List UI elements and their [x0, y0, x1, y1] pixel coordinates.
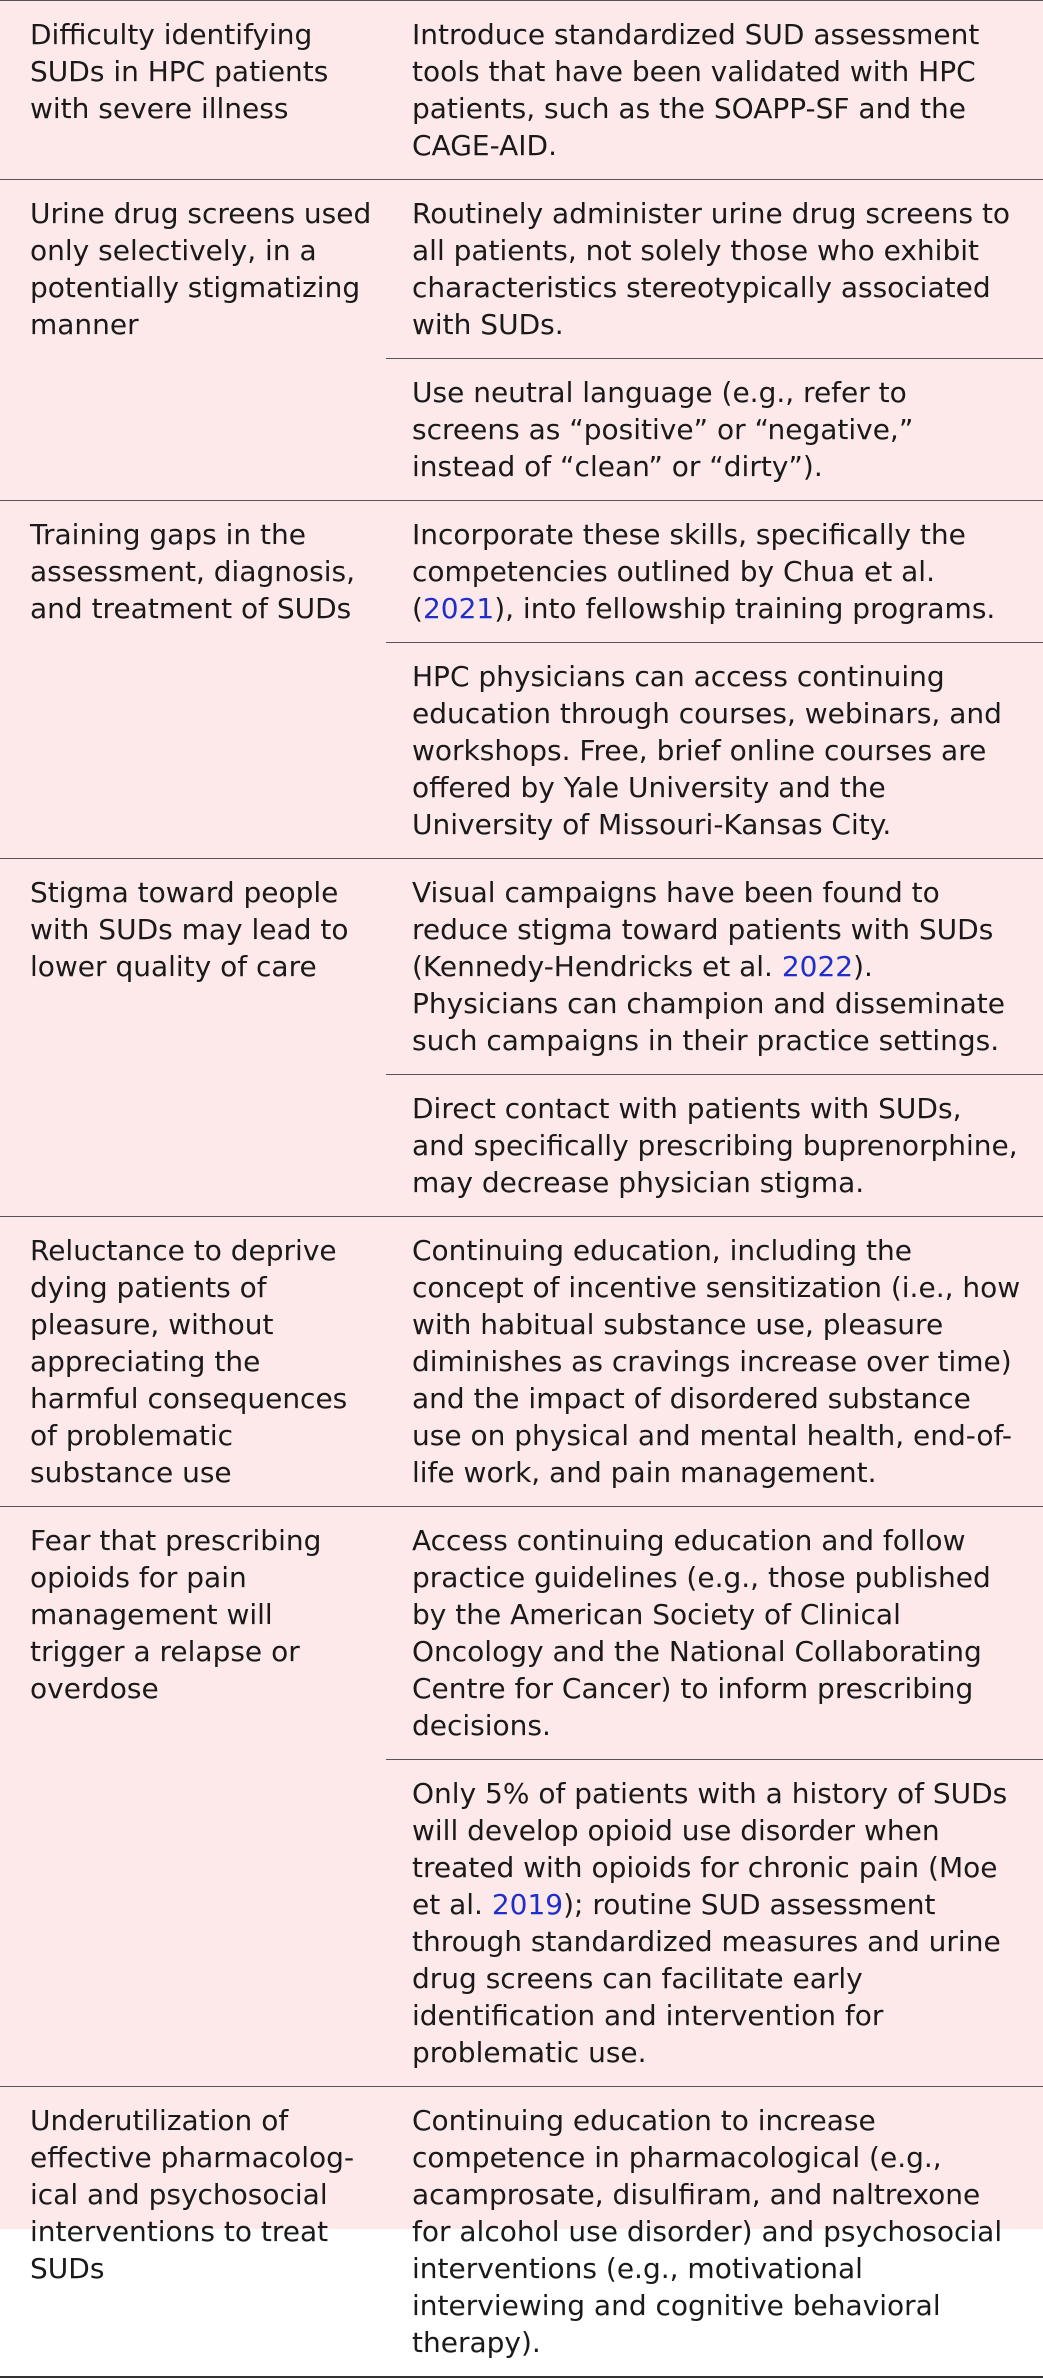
solution-cell: Incorporate these skills, specifically the competencies outlined by Chua et al. (2021), into fellowship training programs.: [386, 501, 1043, 643]
solution-cell: Routinely administer urine drug screens to all patients, not solely those who exhibit characteristics stereotypically associated with SUDs.: [386, 180, 1043, 359]
table-row: [0, 501, 1043, 643]
table-row: [0, 1, 1043, 180]
table-body: [0, 1, 1043, 2378]
citation-link[interactable]: 2022: [781, 950, 854, 983]
solution-cell: Introduce standardized SUD assessment tools that have been validated with HPC patients, such as the SOAPP-SF and the CAGE-AID.: [386, 1, 1043, 180]
citation-link[interactable]: 2021: [422, 592, 495, 625]
problem-cell: Difficulty identifying SUDs in HPC patients with severe illness: [0, 1, 386, 180]
problem-cell: Urine drug screens used only selectively, in a potentially stigmatizing manner: [0, 180, 386, 501]
table-row: [0, 1217, 1043, 1507]
problem-cell: Fear that prescribing opioids for pain management will trigger a relapse or overdose: [0, 1507, 386, 2087]
problem-cell: Stigma toward people with SUDs may lead to lower quality of care: [0, 859, 386, 1217]
solution-cell: Continuing education, including the concept of incentive sensitization (i.e., how with habitual substance use, pleasure diminishes as cravings increase over time) and the impact of disordered substance use on physical and mental health, end-of-life work, and pain management.: [386, 1217, 1043, 1507]
solution-cell: HPC physicians can access continuing education through courses, webinars, and workshops. Free, brief online courses are offered by Yale University and the University of Missouri-Kansas City.: [386, 643, 1043, 859]
problem-cell: Reluctance to deprive dying patients of pleasure, without appreciating the harmful consequences of problematic substance use: [0, 1217, 386, 1507]
solution-cell: Use neutral language (e.g., refer to screens as “positive” or “negative,” instead of “clean” or “dirty”).: [386, 359, 1043, 501]
table-row: [0, 1507, 1043, 1760]
solution-cell: Visual campaigns have been found to reduce stigma toward patients with SUDs (Kennedy-Hendricks et al. 2022). Physicians can champion and disseminate such campaigns in their practice settings.: [386, 859, 1043, 1075]
table-row: [0, 180, 1043, 359]
solution-cell: Only 5% of patients with a history of SUDs will develop opioid use disorder when treated with opioids for chronic pain (Moe et al. 2019); routine SUD assessment through standardized measures and urine drug screens can facilitate early identification and intervention for problematic use.: [386, 1760, 1043, 2087]
table-row: [0, 2087, 1043, 2378]
solution-cell: Access continuing education and follow practice guidelines (e.g., those published by the American Society of Clinical Oncology and the National Collaborating Centre for Cancer) to inform prescribing decisions.: [386, 1507, 1043, 1760]
solution-cell: Direct contact with patients with SUDs, and specifically prescribing buprenorphine, may decrease physician stigma.: [386, 1075, 1043, 1217]
table-row: [0, 859, 1043, 1075]
problem-cell: Underutilization of effective pharmacological and psychosocial interventions to treat SUDs: [0, 2087, 386, 2378]
problem-cell: Training gaps in the assessment, diagnosis, and treatment of SUDs: [0, 501, 386, 859]
citation-link[interactable]: 2019: [491, 1888, 564, 1921]
solution-cell: Continuing education to increase competence in pharmacological (e.g., acamprosate, disulfiram, and naltrexone for alcohol use disorder) and psychosocial interventions (e.g., motivational interviewing and cognitive behavioral therapy).: [386, 2087, 1043, 2378]
